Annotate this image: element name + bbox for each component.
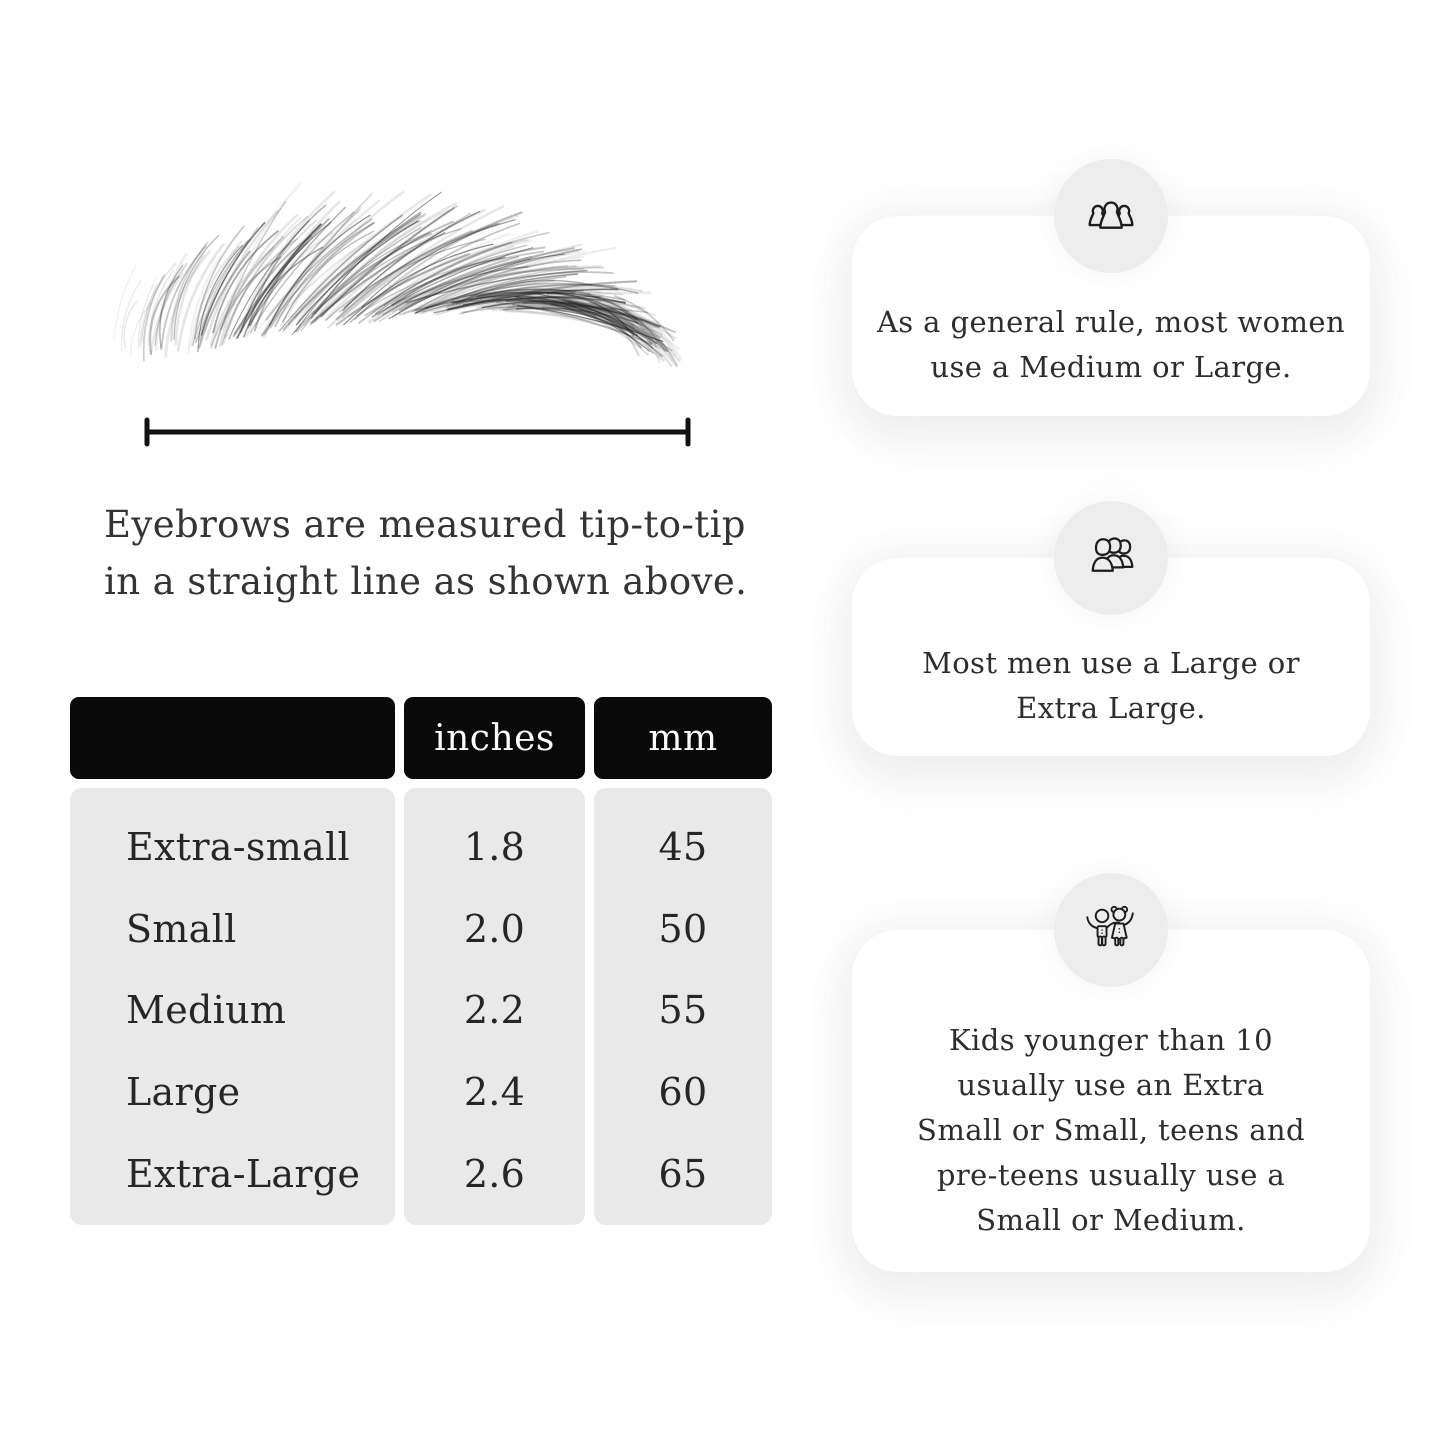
size-label: Small: [126, 906, 237, 951]
caption-line-2: in a straight line as shown above.: [104, 560, 748, 603]
kids-guideline-text: [917, 1018, 1305, 1243]
women-guideline-card: [852, 216, 1370, 416]
eyebrow-drawing: [114, 184, 681, 366]
mm-value: 65: [658, 1152, 708, 1197]
card-text-line: Small or Medium.: [976, 1202, 1246, 1237]
size-label: Extra-small: [126, 824, 350, 869]
card-text-line: Extra Large.: [1016, 691, 1206, 725]
kids-icon: [1054, 873, 1168, 987]
caption-line-1: Eyebrows are measured tip-to-tip: [104, 503, 746, 546]
mm-value: 55: [658, 988, 708, 1033]
measurement-caption: [104, 496, 748, 610]
card-text-line: As a general rule, most women: [876, 305, 1346, 339]
card-text-line: Most men use a Large or: [922, 646, 1300, 680]
size-label: Large: [126, 1070, 241, 1115]
mm-value: 45: [658, 824, 708, 869]
table-header-mm: mm: [594, 697, 772, 779]
mm-value: 60: [658, 1070, 708, 1115]
women-group-icon: [1054, 159, 1168, 273]
men-group-icon: [1054, 501, 1168, 615]
card-text-line: Kids younger than 10: [948, 1022, 1274, 1057]
card-text-line: pre-teens usually use a: [936, 1157, 1286, 1192]
kids-guideline-card: [852, 930, 1370, 1272]
size-label: Medium: [126, 988, 287, 1033]
inches-value: 1.8: [463, 824, 526, 869]
measurement-ruler: [147, 420, 688, 444]
inches-value: 2.6: [463, 1152, 526, 1197]
men-guideline-card: [852, 558, 1370, 756]
card-text-line: usually use an Extra: [957, 1067, 1265, 1102]
table-column-inches: [404, 788, 585, 1225]
size-label: Extra-Large: [126, 1152, 361, 1197]
inches-value: 2.2: [463, 988, 526, 1033]
table-column-mm: [594, 788, 772, 1225]
mm-value: 50: [658, 906, 708, 951]
size-table: [70, 697, 772, 1225]
table-column-size-labels: [70, 788, 395, 1225]
inches-value: 2.0: [463, 906, 526, 951]
table-header-inches: inches: [404, 697, 585, 779]
men-guideline-text: [922, 641, 1300, 731]
inches-value: 2.4: [463, 1070, 526, 1115]
card-text-line: use a Medium or Large.: [930, 350, 1292, 384]
table-header-size: [70, 697, 395, 779]
women-guideline-text: [877, 300, 1345, 390]
card-text-line: Small or Small, teens and: [917, 1112, 1305, 1147]
